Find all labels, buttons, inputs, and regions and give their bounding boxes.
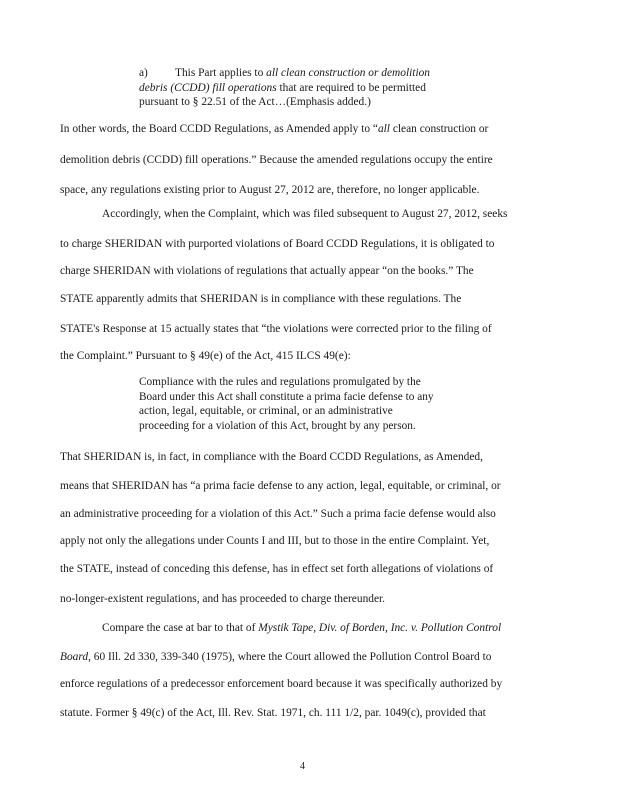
quote-text: that are required to be permitted xyxy=(276,81,426,94)
paragraph-line: to charge SHERIDAN with purported violations of Board CCDD Regulations, it is obligated to xyxy=(60,238,495,250)
case-citation: Mystik Tape, Div. of Borden, Inc. v. Pollution Control xyxy=(258,622,502,634)
paragraph-line: STATE apparently admits that SHERIDAN is in compliance with these regulations. The xyxy=(60,293,462,305)
paragraph-line: means that SHERIDAN has “a prima facie defense to any action, legal, equitable, or criminal, or xyxy=(60,480,501,492)
quote-line xyxy=(139,81,430,96)
paragraph-line: the STATE, instead of conceding this defense, has in effect set forth allegations of violations of xyxy=(60,563,494,575)
paragraph-line: STATE's Response at 15 actually states that “the violations were corrected prior to the filing of xyxy=(60,323,492,335)
quote-text: This Part applies to xyxy=(175,67,267,79)
paragraph-line: That SHERIDAN is, in fact, in compliance with the Board CCDD Regulations, as Amended, xyxy=(60,451,483,463)
text-run: Compare the case at bar to that of xyxy=(102,622,259,634)
paragraph-line: no-longer-existent regulations, and has proceeded to charge thereunder. xyxy=(60,593,386,605)
quote-emphasis: all clean construction or demolition xyxy=(266,67,431,79)
block-quote-compliance xyxy=(139,375,434,433)
case-citation: Board xyxy=(60,651,89,663)
page-number: 4 xyxy=(300,761,305,772)
paragraph-line: the Complaint.” Pursuant to § 49(e) of the Act, 415 ILCS 49(e): xyxy=(60,350,351,362)
paragraph-line: demolition debris (CCDD) fill operations.” Because the amended regulations occupy the entire xyxy=(60,154,493,166)
paragraph-line xyxy=(60,621,501,636)
quote-line: pursuant to § 22.51 of the Act…(Emphasis added.) xyxy=(139,96,371,108)
text-run: clean construction or xyxy=(389,123,489,135)
quote-line: Board under this Act shall constitute a prima facie defense to any xyxy=(139,390,434,403)
quote-line: Compliance with the rules and regulations promulgated by the xyxy=(139,376,421,388)
paragraph-line: space, any regulations existing prior to August 27, 2012 are, therefore, no longer applicable. xyxy=(60,184,480,196)
paragraph-line: Accordingly, when the Complaint, which was filed subsequent to August 27, 2012, seeks xyxy=(102,208,508,220)
paragraph-line: apply not only the allegations under Counts I and III, but to those in the entire Complaint. Yet, xyxy=(60,535,490,547)
subsection-label: a) xyxy=(139,67,148,79)
emphasis-run: all xyxy=(377,123,390,135)
paragraph-line: charge SHERIDAN with violations of regulations that actually appear “on the books.” The xyxy=(60,265,474,277)
quote-line: action, legal, equitable, or criminal, or an administrative xyxy=(139,405,393,417)
paragraph-line xyxy=(60,122,488,137)
text-run: In other words, the Board CCDD Regulations, as Amended apply to “ xyxy=(60,123,378,135)
quote-line: proceeding for a violation of this Act, brought by any person. xyxy=(139,419,416,432)
paragraph-line: statute. Former § 49(c) of the Act, Ill. Rev. Stat. 1971, ch. 111 1/2, par. 1049(c), provided that xyxy=(60,707,486,719)
quote-line xyxy=(139,66,430,81)
block-quote-part-applies xyxy=(139,66,430,110)
paragraph-line: an administrative proceeding for a violation of this Act.” Such a prima facie defense would also xyxy=(60,508,496,520)
quote-emphasis: debris (CCDD) fill operations xyxy=(139,81,277,94)
paragraph-line xyxy=(60,650,491,665)
text-run: , 60 Ill. 2d 330, 339-340 (1975), where the Court allowed the Pollution Control Board to xyxy=(88,651,492,663)
paragraph-line: enforce regulations of a predecessor enforcement board because it was specifically authorized by xyxy=(60,678,503,690)
